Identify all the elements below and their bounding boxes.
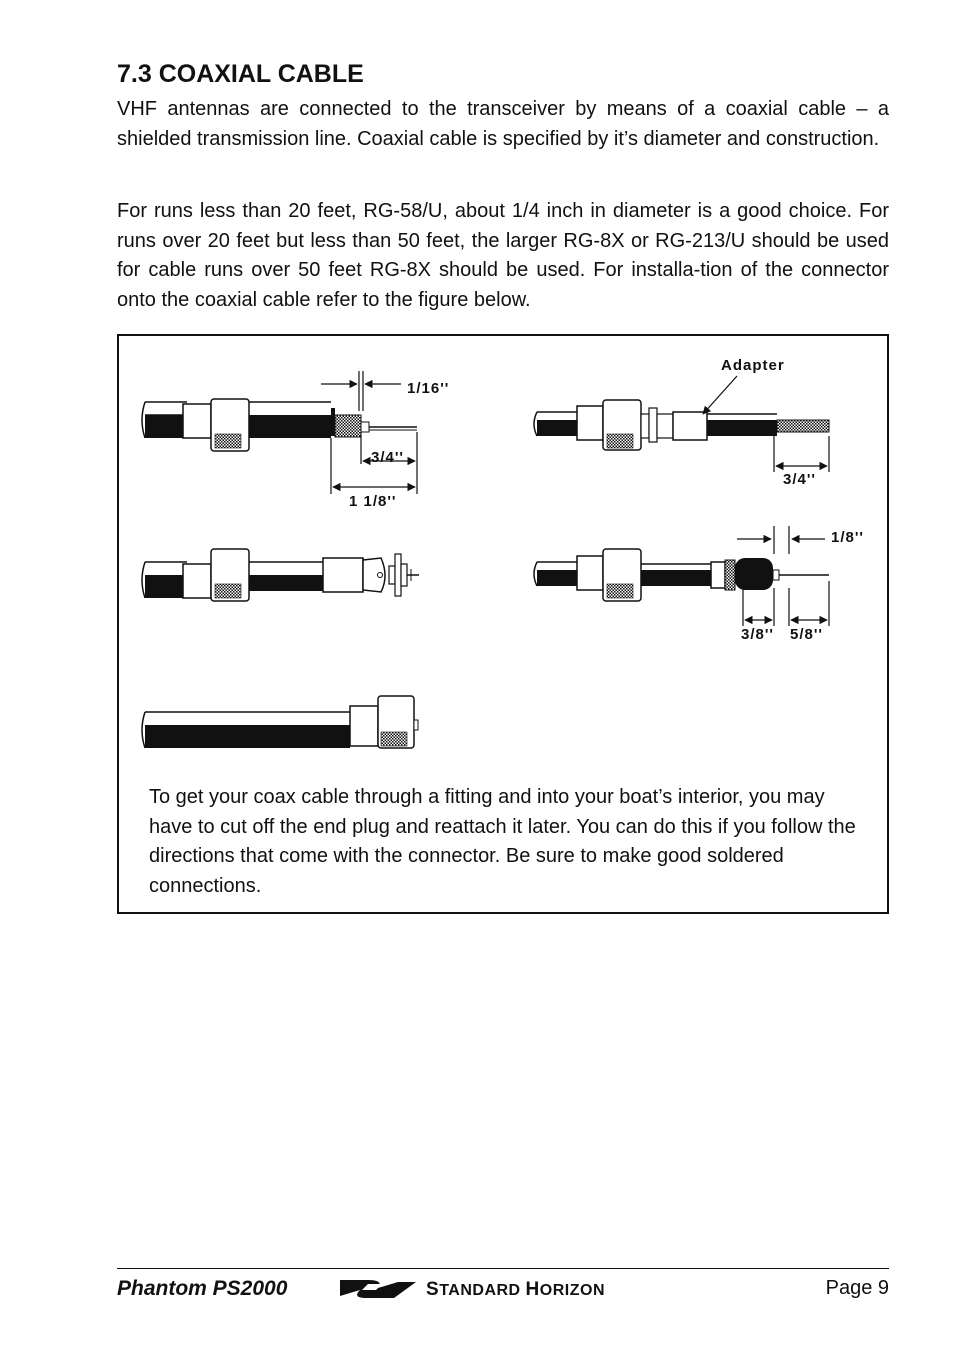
dim-3-4-right: 3/4'' — [783, 471, 816, 488]
footer-model: Phantom PS2000 — [117, 1277, 288, 1300]
step1-adapter-cable — [534, 357, 829, 488]
dim-5-8: 5/8'' — [790, 626, 823, 643]
coax-figure — [117, 334, 889, 914]
page-number: Page 9 — [825, 1277, 889, 1299]
cable-runs-paragraph: For runs less than 20 feet, RG-58/U, about 1/4 inch in diameter is a good choice. For runs over 20 feet but less than 50 feet, the larger RG-8X or RG-213/U should be used for cable runs over 50 feet RG-8X should be used. For installa-tion of the connector onto the coaxial cable refer to the figure below. — [117, 200, 889, 311]
brand-wordmark — [426, 1279, 605, 1301]
intro-paragraph: VHF antennas are connected to the transceiver by means of a coaxial cable – a shielded transmission line. Coaxial cable is specified by it’s diameter and construction. — [117, 98, 889, 150]
brand-initial-s: S — [426, 1279, 440, 1300]
dim-1-8: 1/8'' — [831, 529, 864, 546]
step1-stripped-cable — [142, 371, 449, 510]
dim-3-4-left: 3/4'' — [371, 449, 404, 466]
figure-caption: To get your coax cable through a fitting and into your boat’s interior, you may have to cut off the end plug and reattach it later. You can do this if you follow the directions that come with the connector. Be sure to make good soldered connections. — [149, 786, 856, 897]
step3-finished-plug — [142, 696, 418, 748]
section-title: 7.3 COAXIAL CABLE — [117, 60, 364, 88]
dim-3-8: 3/8'' — [741, 626, 774, 643]
standard-horizon-logo-icon — [338, 1276, 418, 1302]
brand-word-1: TANDARD — [439, 1282, 526, 1299]
dim-1-1-8: 1 1/8'' — [349, 493, 397, 510]
brand-word-2: ORIZON — [539, 1282, 605, 1299]
step2-adapter-braid — [534, 526, 864, 643]
footer-rule — [117, 1268, 889, 1269]
adapter-label: Adapter — [721, 357, 785, 374]
brand-initial-h: H — [525, 1279, 540, 1300]
dim-1-16: 1/16'' — [407, 380, 450, 397]
step2-plug-assembly — [142, 549, 419, 601]
